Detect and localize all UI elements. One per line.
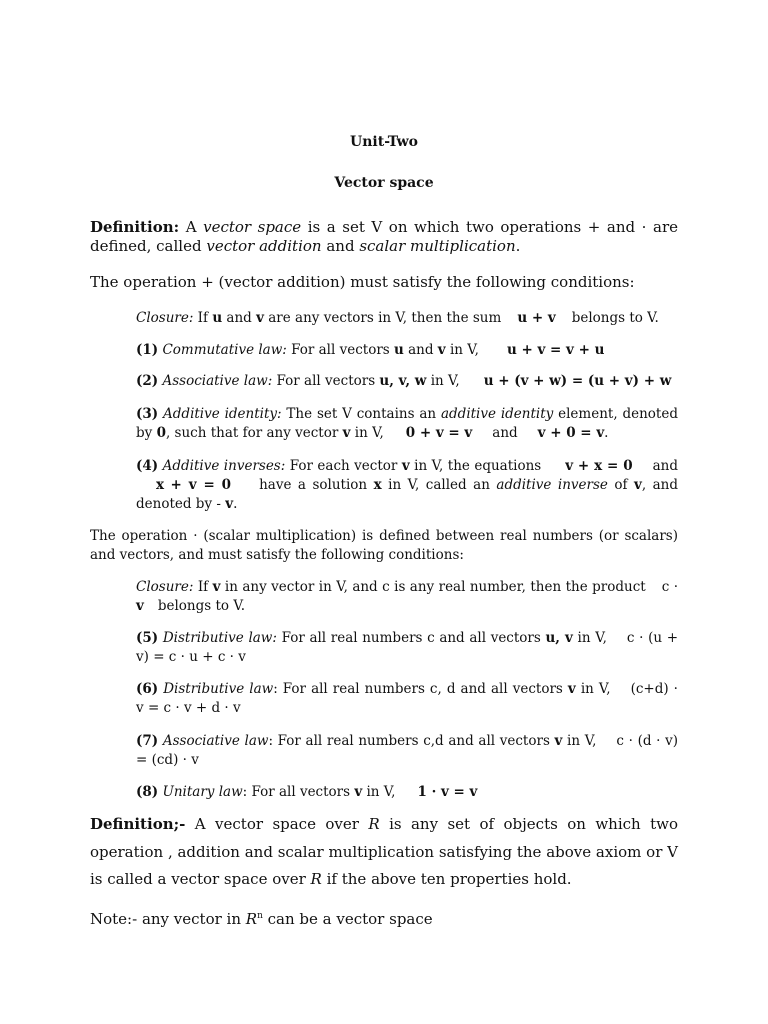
vector-v: v — [256, 310, 264, 326]
vector-v: v — [342, 425, 351, 441]
closure-multiplication — [136, 578, 678, 616]
text: is a set V on which two operations + and · are defined, called — [90, 218, 678, 255]
text: in V, — [572, 630, 607, 646]
text: A vector space over — [185, 815, 369, 833]
term-vector-addition: vector addition — [206, 237, 322, 255]
term-vector-space: vector space — [203, 218, 302, 236]
text: A — [179, 218, 204, 236]
vector-x: x — [156, 477, 165, 493]
expression: (c+d) · v — [136, 681, 678, 716]
vector-v: v — [437, 342, 446, 358]
vector-u: u — [212, 310, 223, 326]
law-name: Additive identity: — [163, 406, 282, 422]
text: have a solution — [259, 477, 374, 493]
definition-label: Definition: — [90, 218, 180, 236]
text: and — [652, 458, 678, 474]
real-set-R: R — [245, 910, 258, 928]
zero-vector: 0 — [156, 425, 166, 441]
text: , such that for any vector — [165, 425, 343, 441]
law-number: (5) — [136, 630, 159, 646]
text: and — [321, 237, 360, 255]
law-name: Distributive law: — [162, 630, 277, 646]
text: belongs to V. — [157, 598, 246, 614]
closure-addition — [136, 309, 678, 328]
law-number: (3) — [136, 406, 159, 422]
text: Note:- any vector in — [90, 910, 246, 928]
text: - — [216, 496, 226, 512]
expression: c · (u + v) — [136, 630, 679, 665]
law-number: (4) — [136, 458, 159, 474]
term: additive inverse — [496, 477, 608, 493]
definition-label: Definition;- — [90, 815, 186, 833]
closure-label: Closure: — [136, 310, 194, 326]
expression: u + (v + w) = (u + v) + w — [483, 373, 672, 389]
expression: v + x = 0 — [565, 458, 633, 474]
closure-label: Closure: — [136, 579, 194, 595]
addition-intro: The operation + (vector addition) must satisfy the following conditions: — [90, 273, 635, 291]
text: are any vectors in V, then the sum — [263, 310, 502, 326]
text: For all real numbers c and all vectors — [276, 630, 546, 646]
law-name: Associative law — [162, 733, 269, 749]
text: For each vector — [285, 458, 402, 474]
vector-v: v — [567, 681, 576, 697]
text: in V, — [445, 342, 479, 358]
note — [90, 910, 678, 929]
text: in V, — [562, 733, 597, 749]
vector-x: x — [373, 477, 382, 493]
vector-v: v — [554, 733, 563, 749]
unit-title: Unit-Two — [350, 134, 418, 150]
text: : For all vectors — [242, 784, 355, 800]
expression: + v = 0 — [170, 477, 232, 493]
text: in V, — [575, 681, 611, 697]
text: and — [403, 342, 438, 358]
text: of — [607, 477, 634, 493]
definition-vector-space-over-R — [90, 811, 678, 894]
text: . — [604, 425, 609, 441]
vector-v: v — [354, 784, 363, 800]
text: in V, the equations — [409, 458, 542, 474]
law-distributive-scalars — [136, 680, 678, 718]
text: . — [233, 496, 238, 512]
text: : For all real numbers c,d and all vectors — [268, 733, 555, 749]
law-number: (6) — [136, 681, 159, 697]
vectors: u, v, w — [379, 373, 427, 389]
law-associative-addition — [136, 372, 678, 391]
vector-v: v — [212, 579, 221, 595]
law-number: (7) — [136, 733, 159, 749]
expression: = c · v + d · v — [147, 700, 241, 716]
expression: c · — [661, 579, 678, 595]
real-set-R: R — [368, 815, 380, 833]
text: : For all real numbers c, d and all vectors — [273, 681, 568, 697]
expression: c · (d · v) — [616, 733, 678, 749]
law-unitary — [136, 783, 678, 802]
text: The set V contains an — [281, 406, 441, 422]
text: in V, — [426, 373, 460, 389]
expression: = c · u + c · v — [153, 649, 246, 665]
text: , addition and scalar multiplication satisfying the above axiom or V is called a — [90, 842, 678, 888]
vector-v: v — [225, 496, 234, 512]
expression: u + v = v + u — [506, 342, 605, 358]
text: If — [193, 579, 213, 595]
vector-v: v — [633, 477, 642, 493]
law-number: (1) — [136, 342, 159, 358]
law-commutative — [136, 341, 678, 360]
law-number: (8) — [136, 784, 159, 800]
expression: 1 · v = v — [417, 784, 478, 800]
section-title: Vector space — [334, 175, 434, 191]
law-distributive-vectors — [136, 629, 678, 667]
text: vector space over — [171, 870, 311, 888]
law-number: (2) — [136, 373, 159, 389]
text: in V, — [350, 425, 384, 441]
law-additive-identity — [136, 405, 678, 443]
text: and — [492, 425, 518, 441]
law-name: Unitary law — [162, 784, 243, 800]
scalar-intro: The operation · (scalar multiplication) is defined between real numbers (or scalars) and vectors, and must satisfy the following conditions: — [90, 528, 678, 563]
text: in V, called an — [381, 477, 497, 493]
law-name: Commutative law: — [162, 342, 287, 358]
expression: = (cd) · v — [136, 752, 199, 768]
text: . — [515, 237, 521, 255]
expression: 0 + v = v — [405, 425, 473, 441]
superscript-n: n — [257, 911, 263, 921]
text: For all vectors — [272, 373, 380, 389]
vector-v: v — [136, 598, 144, 614]
text: in any vector in V, and c is any real number, then the product — [220, 579, 646, 595]
law-name: Distributive law — [163, 681, 274, 697]
text: in V, — [362, 784, 396, 800]
vector-v: v — [401, 458, 410, 474]
law-associative-scalar — [136, 732, 678, 770]
text: If — [193, 310, 213, 326]
term: additive identity — [440, 406, 554, 422]
text: if the above ten properties hold. — [321, 870, 572, 888]
vector-u: u — [394, 342, 404, 358]
text: element, denoted by — [136, 406, 678, 441]
law-additive-inverse — [136, 457, 678, 514]
vectors: u, v — [545, 630, 573, 646]
definition-paragraph — [90, 218, 678, 256]
expression: u + v — [517, 310, 556, 326]
law-name: Associative law: — [162, 373, 273, 389]
expression: v + 0 = v — [537, 425, 605, 441]
text: , and denoted by — [136, 477, 679, 512]
text: For all vectors — [286, 342, 394, 358]
text: is any set of objects on which two operation — [90, 815, 678, 861]
text: and — [222, 310, 257, 326]
text: belongs to V. — [571, 310, 659, 326]
real-set-R: R — [310, 870, 322, 888]
term-scalar-multiplication: scalar multiplication — [359, 237, 516, 255]
law-name: Additive inverses: — [162, 458, 286, 474]
text: can be a vector space — [262, 910, 433, 928]
